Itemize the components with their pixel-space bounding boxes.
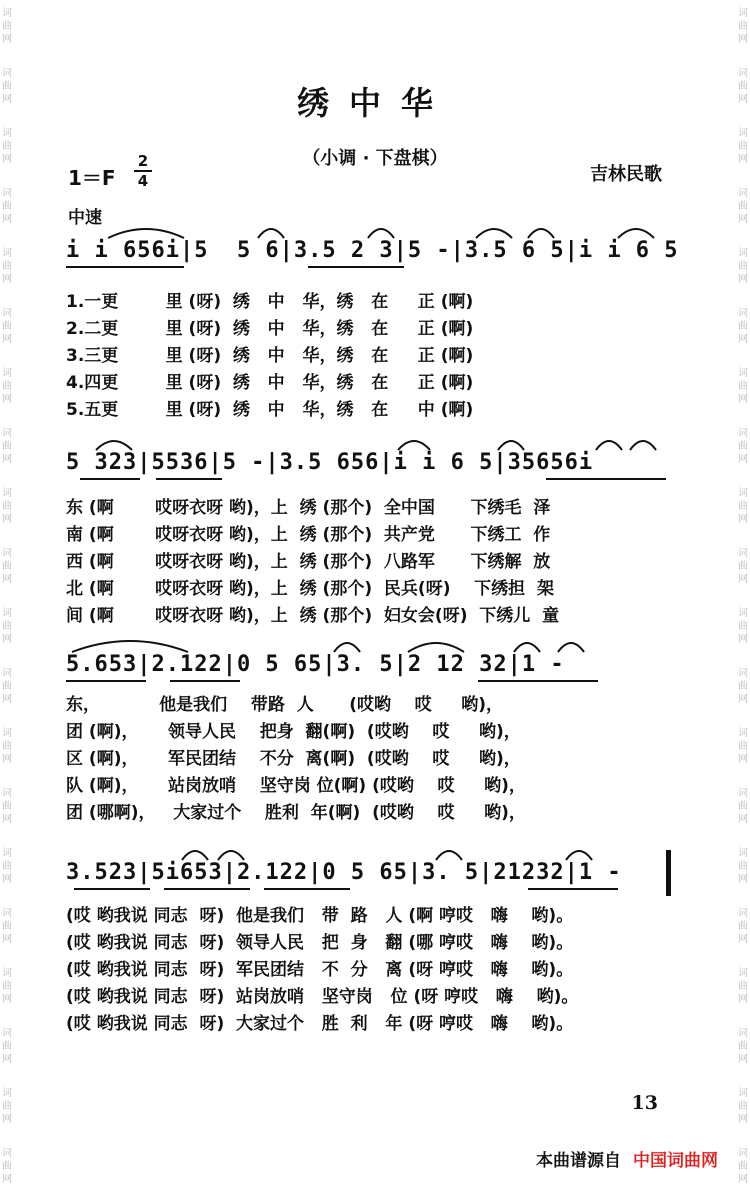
watermark-char: 词 <box>2 548 12 559</box>
watermark-right <box>736 0 750 1196</box>
watermark-char: 词 <box>738 488 748 499</box>
staff-system-2 <box>66 450 676 480</box>
watermark-char: 词 <box>738 548 748 559</box>
watermark-char: 曲 <box>2 141 12 152</box>
slur-arc <box>556 638 586 654</box>
beam-line <box>170 680 240 682</box>
watermark-char: 网 <box>2 514 12 525</box>
slur-arc <box>526 224 556 240</box>
watermark-char: 网 <box>2 454 12 465</box>
watermark-char: 曲 <box>738 801 748 812</box>
watermark-char: 曲 <box>2 621 12 632</box>
slur-arc <box>106 224 186 240</box>
watermark-char: 曲 <box>738 981 748 992</box>
slur-arc <box>94 436 134 452</box>
beam-line <box>164 888 250 890</box>
watermark-char: 词 <box>2 428 12 439</box>
watermark-char: 词 <box>2 368 12 379</box>
watermark-char: 曲 <box>2 21 12 32</box>
watermark-char: 网 <box>738 934 748 945</box>
watermark-char: 曲 <box>738 201 748 212</box>
watermark-char: 曲 <box>738 561 748 572</box>
watermark-char: 曲 <box>738 381 748 392</box>
watermark-char: 词 <box>738 968 748 979</box>
footer-site-link[interactable]: 中国词曲网 <box>633 1151 718 1171</box>
watermark-char: 词 <box>738 428 748 439</box>
watermark-char: 词 <box>738 248 748 259</box>
watermark-char: 网 <box>738 1174 748 1185</box>
slur-arc <box>474 224 514 240</box>
notation-line: i i 656i|5 5 6|3.5 2 3|5 -|3.5 6 5|i i 6 5 <box>66 238 679 263</box>
watermark-char: 词 <box>2 188 12 199</box>
watermark-char: 网 <box>2 814 12 825</box>
notation-line: 3.523|5i653|2.122|0 5 65|3. 5|21232|1 - <box>66 860 622 885</box>
watermark-left <box>0 0 14 1196</box>
watermark-char: 网 <box>738 814 748 825</box>
lyric-line: 间 (啊 哎呀衣呀 哟)，上 绣 (那个) 妇女会(呀) 下绣儿 童 <box>66 606 560 626</box>
watermark-char: 曲 <box>2 741 12 752</box>
staff-system-1 <box>66 238 679 268</box>
lyric-line: 东 (啊 哎呀衣呀 哟)，上 绣 (那个) 全中国 下绣毛 泽 <box>66 498 551 518</box>
watermark-char: 网 <box>2 994 12 1005</box>
beam-line <box>80 478 140 480</box>
watermark-char: 网 <box>738 994 748 1005</box>
watermark-char: 网 <box>2 1114 12 1125</box>
lyric-line: (哎 哟我说 同志 呀) 领导人民 把 身 翻 (哪 哼哎 嗨 哟)。 <box>66 933 574 953</box>
final-barline <box>666 850 671 896</box>
beam-line <box>308 266 404 268</box>
watermark-char: 网 <box>738 754 748 765</box>
watermark-char: 网 <box>738 634 748 645</box>
watermark-char: 曲 <box>2 981 12 992</box>
watermark-char: 曲 <box>738 1041 748 1052</box>
beam-line <box>478 680 598 682</box>
watermark-char: 曲 <box>2 561 12 572</box>
slur-arc <box>564 846 594 862</box>
watermark-char: 曲 <box>738 141 748 152</box>
watermark-char: 曲 <box>2 381 12 392</box>
watermark-char: 词 <box>2 788 12 799</box>
watermark-char: 曲 <box>738 21 748 32</box>
song-title: 绣中华 <box>296 84 453 122</box>
watermark-char: 词 <box>2 908 12 919</box>
watermark-char: 词 <box>738 308 748 319</box>
watermark-char: 曲 <box>738 321 748 332</box>
watermark-char: 词 <box>2 608 12 619</box>
watermark-char: 网 <box>738 214 748 225</box>
watermark-char: 网 <box>738 334 748 345</box>
watermark-char: 曲 <box>2 1161 12 1172</box>
slur-arc <box>512 638 542 654</box>
watermark-char: 曲 <box>738 741 748 752</box>
watermark-char: 网 <box>738 574 748 585</box>
page-number: 13 <box>631 1092 658 1114</box>
lyric-line: (哎 哟我说 同志 呀) 军民团结 不 分 离 (呀 哼哎 嗨 哟)。 <box>66 960 574 980</box>
lyric-line: 团 (啊)， 领导人民 把身 翻(啊) (哎哟 哎 哟)， <box>66 722 521 742</box>
watermark-char: 曲 <box>738 1161 748 1172</box>
beam-line <box>156 478 222 480</box>
watermark-char: 词 <box>2 1148 12 1159</box>
slur-arc <box>256 224 286 240</box>
watermark-char: 网 <box>2 1174 12 1185</box>
time-bottom: 4 <box>137 172 149 190</box>
beam-line <box>66 680 146 682</box>
watermark-char: 网 <box>2 694 12 705</box>
watermark-char: 网 <box>2 154 12 165</box>
watermark-char: 网 <box>2 1054 12 1065</box>
watermark-char: 网 <box>2 214 12 225</box>
slur-arc <box>406 638 466 654</box>
watermark-char: 词 <box>738 8 748 19</box>
watermark-char: 曲 <box>738 861 748 872</box>
slur-arc <box>616 224 656 240</box>
watermark-char: 词 <box>2 488 12 499</box>
watermark-char: 曲 <box>2 81 12 92</box>
beam-line <box>546 478 666 480</box>
lyric-line: 西 (啊 哎呀衣呀 哟)，上 绣 (那个) 八路军 下绣解 放 <box>66 552 551 572</box>
lyric-line: 区 (啊)， 军民团结 不分 离(啊) (哎哟 哎 哟)， <box>66 749 521 769</box>
watermark-char: 网 <box>2 874 12 885</box>
watermark-char: 网 <box>2 394 12 405</box>
watermark-char: 网 <box>738 1054 748 1065</box>
watermark-char: 网 <box>738 1114 748 1125</box>
slur-arc <box>216 846 246 862</box>
lyric-line: (哎 哟我说 同志 呀) 站岗放哨 坚守岗 位 (呀 哼哎 嗨 哟)。 <box>66 987 579 1007</box>
lyric-line: 北 (啊 哎呀衣呀 哟)，上 绣 (那个) 民兵(呀) 下绣担 架 <box>66 579 554 599</box>
watermark-char: 曲 <box>2 1041 12 1052</box>
watermark-char: 网 <box>738 94 748 105</box>
watermark-char: 网 <box>738 514 748 525</box>
time-signature <box>134 153 152 189</box>
watermark-char: 网 <box>738 34 748 45</box>
watermark-char: 曲 <box>738 501 748 512</box>
slur-arc <box>366 224 396 240</box>
watermark-char: 网 <box>738 394 748 405</box>
watermark-char: 词 <box>2 128 12 139</box>
watermark-char: 词 <box>2 308 12 319</box>
watermark-char: 曲 <box>2 681 12 692</box>
watermark-char: 词 <box>738 728 748 739</box>
lyric-line: 3.三更 里 (呀) 绣 中 华，绣 在 正 (啊) <box>66 346 474 366</box>
watermark-char: 网 <box>2 274 12 285</box>
key-signature: 1＝F <box>68 166 116 190</box>
lyric-line: 团 (哪啊)， 大家过个 胜利 年(啊) (哎哟 哎 哟)， <box>66 803 526 823</box>
lyric-line: (哎 哟我说 同志 呀) 他是我们 带 路 人 (啊 哼哎 嗨 哟)。 <box>66 906 574 926</box>
song-source: 吉林民歌 <box>590 164 662 185</box>
watermark-char: 网 <box>2 94 12 105</box>
watermark-char: 曲 <box>2 501 12 512</box>
watermark-char: 词 <box>2 1088 12 1099</box>
slur-arc <box>332 638 362 654</box>
watermark-char: 曲 <box>2 921 12 932</box>
watermark-char: 曲 <box>738 81 748 92</box>
slur-arc <box>70 636 190 654</box>
slur-arc <box>180 846 210 862</box>
watermark-char: 曲 <box>2 441 12 452</box>
staff-system-4 <box>66 860 676 890</box>
song-subtitle: （小调 · 下盘棋） <box>302 148 448 169</box>
slur-arc <box>396 436 432 452</box>
lyric-line: 1.一更 里 (呀) 绣 中 华，绣 在 正 (啊) <box>66 292 474 312</box>
watermark-char: 网 <box>738 274 748 285</box>
watermark-char: 词 <box>738 608 748 619</box>
watermark-char: 词 <box>2 1028 12 1039</box>
footer-credit <box>536 1146 718 1171</box>
lyric-line: 南 (啊 哎呀衣呀 哟)，上 绣 (那个) 共产党 下绣工 作 <box>66 525 551 545</box>
beam-line <box>528 888 618 890</box>
watermark-char: 网 <box>2 634 12 645</box>
tempo-marking: 中速 <box>68 208 102 228</box>
slur-arc <box>496 436 526 452</box>
watermark-char: 词 <box>2 968 12 979</box>
watermark-char: 曲 <box>2 261 12 272</box>
watermark-char: 曲 <box>738 621 748 632</box>
time-top: 2 <box>137 152 149 170</box>
watermark-char: 曲 <box>2 1101 12 1112</box>
beam-line <box>66 266 184 268</box>
beam-line <box>74 888 150 890</box>
watermark-char: 曲 <box>738 261 748 272</box>
watermark-char: 网 <box>2 754 12 765</box>
lyric-line: 4.四更 里 (呀) 绣 中 华，绣 在 正 (啊) <box>66 373 474 393</box>
watermark-char: 曲 <box>738 441 748 452</box>
watermark-char: 词 <box>2 248 12 259</box>
slur-arc <box>594 436 624 452</box>
watermark-char: 曲 <box>2 861 12 872</box>
lyric-line: 5.五更 里 (呀) 绣 中 华，绣 在 中 (啊) <box>66 400 474 420</box>
watermark-char: 网 <box>2 34 12 45</box>
watermark-char: 词 <box>2 668 12 679</box>
watermark-char: 词 <box>738 908 748 919</box>
watermark-char: 词 <box>738 188 748 199</box>
watermark-char: 词 <box>738 788 748 799</box>
watermark-char: 曲 <box>2 321 12 332</box>
watermark-char: 词 <box>738 668 748 679</box>
notation-line: 5.653|2.122|0 5 65|3. 5|2 12 32|1 - <box>66 652 565 677</box>
staff-system-3 <box>66 652 676 682</box>
watermark-char: 词 <box>2 848 12 859</box>
watermark-char: 曲 <box>2 201 12 212</box>
notation-line: 5 323|5536|5 -|3.5 656|i i 6 5|35656i <box>66 450 594 475</box>
watermark-char: 曲 <box>738 1101 748 1112</box>
lyric-line: 东， 他是我们 带路 人 (哎哟 哎 哟)， <box>66 695 504 715</box>
watermark-char: 词 <box>738 128 748 139</box>
watermark-char: 词 <box>738 848 748 859</box>
watermark-char: 网 <box>2 934 12 945</box>
watermark-char: 词 <box>738 1148 748 1159</box>
watermark-char: 曲 <box>738 681 748 692</box>
slur-arc <box>434 846 464 862</box>
watermark-char: 网 <box>2 574 12 585</box>
watermark-char: 词 <box>738 68 748 79</box>
slur-arc <box>628 436 658 452</box>
watermark-char: 网 <box>738 874 748 885</box>
beam-line <box>264 888 350 890</box>
lyric-line: 2.二更 里 (呀) 绣 中 华，绣 在 正 (啊) <box>66 319 474 339</box>
footer-prefix: 本曲谱源自 <box>536 1151 621 1171</box>
watermark-char: 网 <box>2 334 12 345</box>
watermark-char: 网 <box>738 694 748 705</box>
watermark-char: 词 <box>2 8 12 19</box>
lyric-line: 队 (啊)， 站岗放哨 坚守岗 位(啊) (哎哟 哎 哟)， <box>66 776 526 796</box>
watermark-char: 曲 <box>2 801 12 812</box>
watermark-char: 词 <box>738 1088 748 1099</box>
watermark-char: 词 <box>738 1028 748 1039</box>
lyric-line: (哎 哟我说 同志 呀) 大家过个 胜 利 年 (呀 哼哎 嗨 哟)。 <box>66 1014 574 1034</box>
watermark-char: 词 <box>2 68 12 79</box>
watermark-char: 网 <box>738 454 748 465</box>
watermark-char: 词 <box>2 728 12 739</box>
watermark-char: 词 <box>738 368 748 379</box>
watermark-char: 曲 <box>738 921 748 932</box>
watermark-char: 网 <box>738 154 748 165</box>
